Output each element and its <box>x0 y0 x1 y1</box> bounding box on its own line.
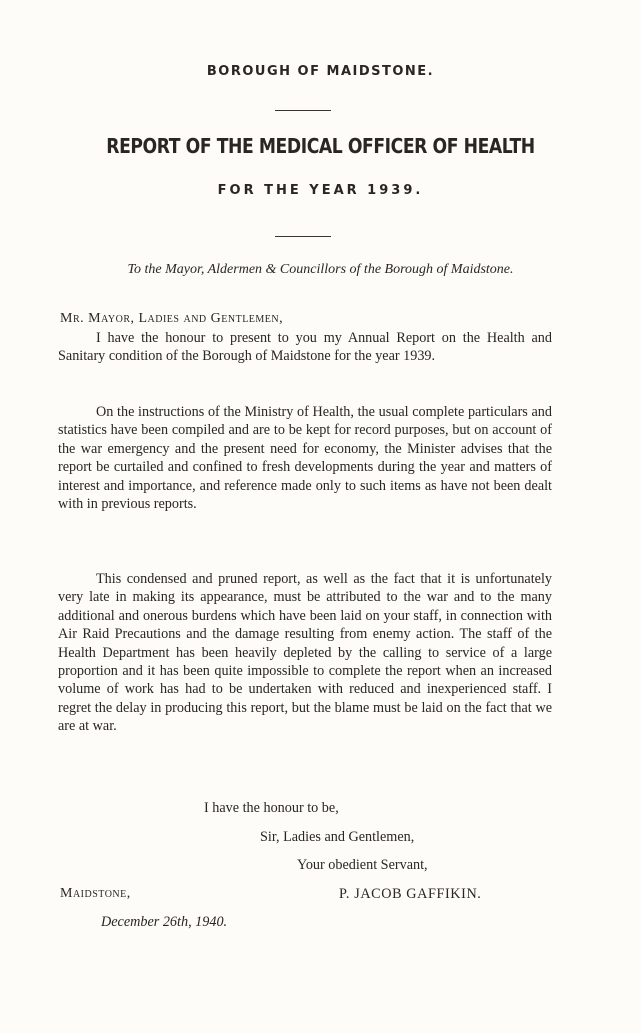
divider-top <box>275 110 331 111</box>
paragraph-3: This condensed and pruned report, as well as the fact that it is unfortunately very late in making its appearance, must be attributed to the war and to the many additional and onerous burdens which have been laid on your staff, in connection with Air Raid Precautions and the damage resulting from enemy action. The staff of the Health Department has been heavily depleted by the calling to service of a large proportion and it has been quite impossible to complete the report when an increased volume of work has had to be undertaken with reduced and inexperienced staff. I regret the delay in producing this report, but the blame must be laid on the fact that we are at war. <box>58 571 552 735</box>
letter-address: To the Mayor, Aldermen & Councillors of the Borough of Maidstone. <box>127 262 514 277</box>
paragraph-1: I have the honour to present to you my Annual Report on the Health and Sanitary condition of the Borough of Maidstone for the year 1939. <box>58 330 552 365</box>
report-title: REPORT OF THE MEDICAL OFFICER OF HEALTH <box>106 134 535 158</box>
letter-date: December 26th, 1940. <box>101 914 228 930</box>
report-year-subtitle: FOR THE YEAR 1939. <box>217 183 424 198</box>
signature: P. JACOB GAFFIKIN. <box>339 886 482 902</box>
borough-heading: BOROUGH OF MAIDSTONE. <box>206 64 435 79</box>
paragraph-2: On the instructions of the Ministry of Health, the usual complete particulars and statistics have been compiled and are to be kept for record purposes, but on account of the war emergency and the present need for economy, the Minister advises that the report be curtailed and confined to fresh developments during the year and matters of interest and importance, and reference made only to such items as have not been dealt with in previous reports. <box>58 404 552 513</box>
letter-place: Maidstone, <box>60 886 131 901</box>
closing-line-3: Your obedient Servant, <box>297 857 428 873</box>
divider-bottom <box>275 236 331 237</box>
closing-line-1: I have the honour to be, <box>204 800 339 816</box>
letter-salutation: Mr. Mayor, Ladies and Gentlemen, <box>60 311 284 326</box>
closing-line-2: Sir, Ladies and Gentlemen, <box>260 829 415 845</box>
